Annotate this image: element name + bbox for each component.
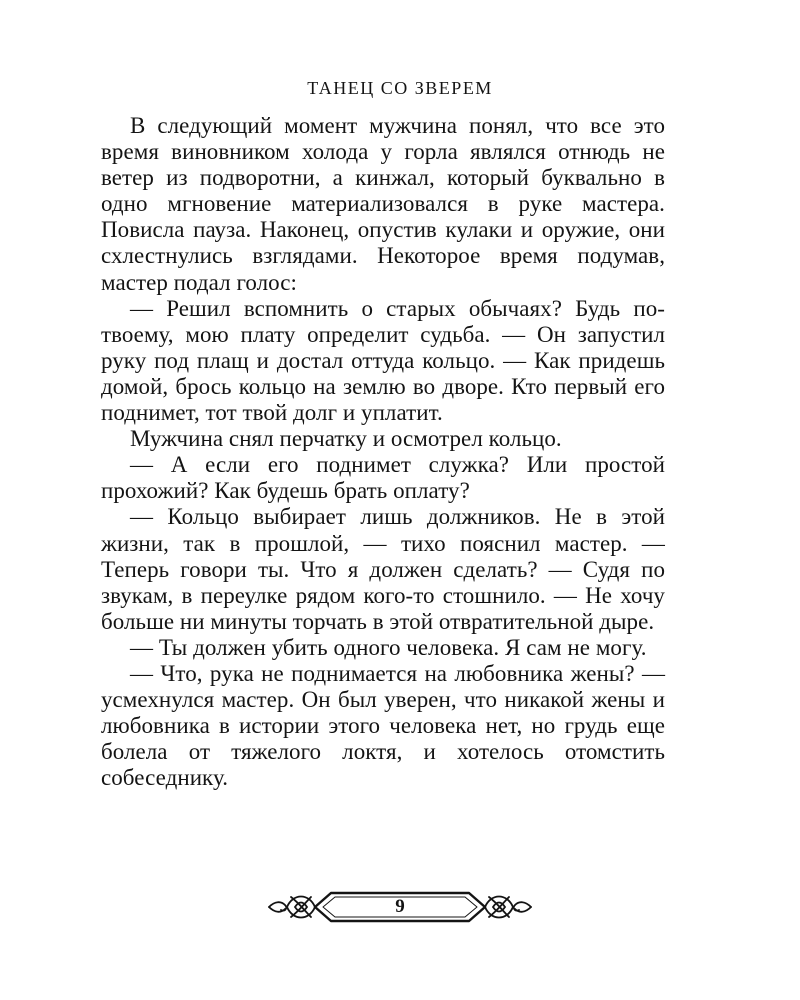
- paragraph: — Решил вспомнить о старых обычаях? Будь по-твоему, мою плату определит судьба. — Он запустил руку под плащ и достал оттуда кольцо. — Как придешь домой, брось кольцо на землю во дворе. Кто первый его поднимет, тот твой долг и уплатит.: [101, 295, 665, 426]
- page-number-ornament: [265, 885, 535, 929]
- running-head-title: ТАНЕЦ СО ЗВЕРЕМ: [307, 78, 493, 98]
- paragraph: — Кольцо выбирает лишь должников. Не в этой жизни, так в прошлой, — тихо пояснил мастер. — Теперь говори ты. Что я должен сделать? — Судя по звукам, в переулке рядом кого-то стошнило. — Не хочу больше ни минуты торчать в этой отвратительной дыре.: [101, 504, 665, 634]
- paragraph: В следующий момент мужчина понял, что все это время виновником холода у горла являлся отнюдь не ветер из подворотни, а кинжал, который буквально в одно мгновение материализовался в руке мастера. Повисла пауза. Наконец, опустив кулаки и оружие, они схлестнулись взглядами. Некоторое время подумав, мастер подал голос:: [101, 113, 665, 295]
- paragraph: — Что, рука не поднимается на любовника жены? — усмехнулся мастер. Он был уверен, что никакой жены и любовника в истории этого человека нет, но грудь еще болела от тяжелого локтя, и хотелось отомстить собеседнику.: [101, 660, 665, 791]
- page-number: 9: [395, 896, 405, 917]
- paragraph: — А если его поднимет служка? Или простой прохожий? Как будешь брать оплату?: [101, 452, 665, 504]
- paragraph: Мужчина снял перчатку и осмотрел кольцо.: [130, 426, 562, 452]
- body-text: [101, 113, 665, 791]
- paragraph: — Ты должен убить одного человека. Я сам не могу.: [130, 634, 647, 660]
